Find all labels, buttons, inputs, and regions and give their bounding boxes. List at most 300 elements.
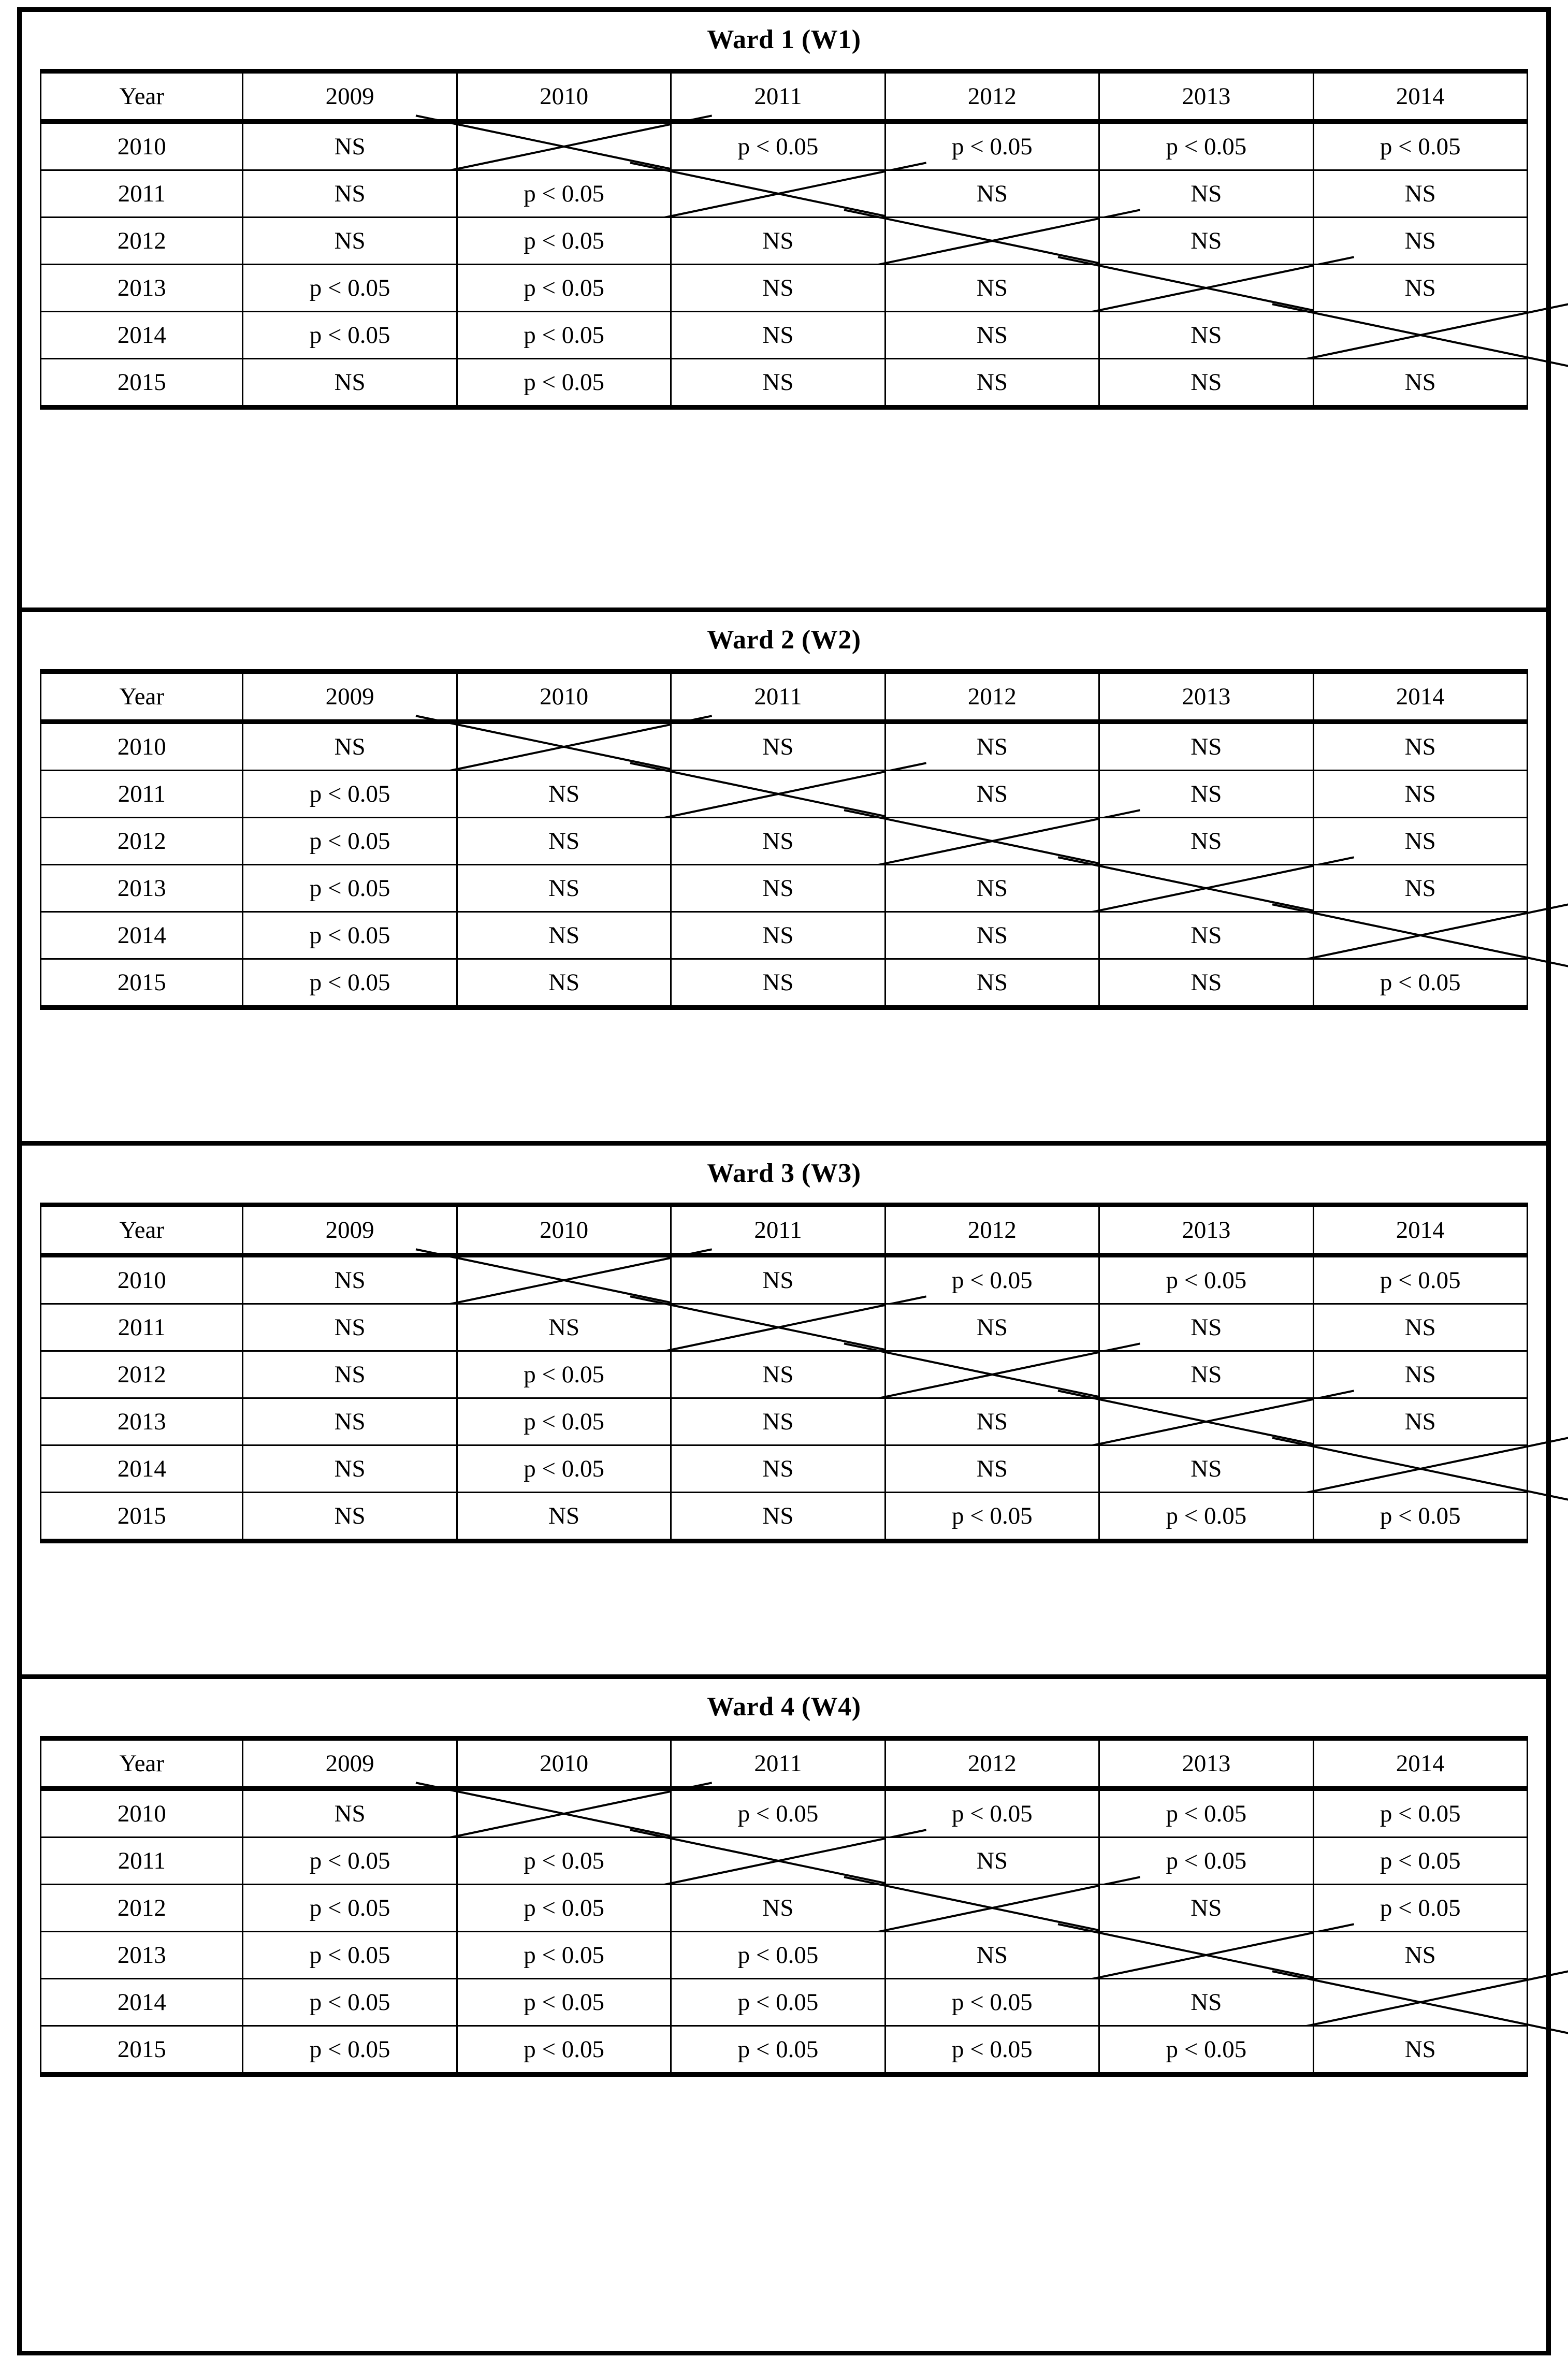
cell-label: NS — [1404, 274, 1436, 301]
column-header-2009: 2009 — [243, 71, 457, 122]
row-header-year: 2013 — [41, 265, 243, 312]
cell-label: NS — [762, 1455, 794, 1482]
significance-cell — [885, 1255, 1099, 1304]
significance-cell — [457, 912, 671, 959]
significance-cell — [243, 1493, 457, 1541]
significance-cell — [1313, 771, 1527, 818]
cell-label: p < 0.05 — [524, 1847, 604, 1874]
significance-cell — [457, 170, 671, 218]
row-header-year: 2012 — [41, 818, 243, 865]
cell-label: p < 0.05 — [737, 1800, 819, 1827]
significance-cell — [243, 122, 457, 170]
significance-cell — [671, 1398, 885, 1445]
cell-label: p < 0.05 — [524, 1988, 604, 2016]
cell-label: NS — [334, 1313, 366, 1341]
table-row — [41, 218, 1528, 265]
cell-label: NS — [548, 874, 580, 902]
table-row — [41, 1398, 1528, 1445]
significance-cell — [243, 1351, 457, 1398]
column-header-2010: 2010 — [457, 1205, 671, 1255]
cell-label: p < 0.05 — [524, 1894, 604, 1921]
cell-label: NS — [1404, 827, 1436, 855]
column-header-2012: 2012 — [885, 672, 1099, 722]
cell-label: NS — [334, 180, 366, 207]
panel-grid-wrap-w2 — [22, 669, 1546, 1021]
row-header-year: 2012 — [41, 1351, 243, 1398]
cell-label: p < 0.05 — [524, 1455, 604, 1482]
cell-label: NS — [548, 1502, 580, 1529]
panel-title-w1: Ward 1 (W1) — [707, 25, 861, 54]
row-header-year: 2011 — [41, 771, 243, 818]
cell-label: NS — [1404, 180, 1436, 207]
significance-cell — [243, 170, 457, 218]
table-row — [41, 1932, 1528, 1979]
table-body-w4 — [41, 1789, 1528, 2075]
significance-cell — [243, 1255, 457, 1304]
diagonal-cross-icon — [885, 1885, 1099, 1932]
cell-label: NS — [1190, 921, 1222, 949]
cell-label: NS — [976, 180, 1008, 207]
significance-cell — [885, 170, 1099, 218]
cell-label: p < 0.05 — [1380, 133, 1461, 160]
ward-panel-w1 — [22, 12, 1546, 608]
significance-cell — [885, 1493, 1099, 1541]
panel-title-w3: Ward 3 (W3) — [707, 1159, 861, 1188]
row-header-year: 2010 — [41, 1255, 243, 1304]
column-header-2013: 2013 — [1099, 672, 1313, 722]
significance-cell — [1313, 1493, 1527, 1541]
significance-matrix-w3 — [40, 1203, 1528, 1543]
cell-label: NS — [1404, 227, 1436, 254]
significance-cell — [671, 122, 885, 170]
significance-cell — [1313, 265, 1527, 312]
cell-label: p < 0.05 — [524, 1361, 604, 1388]
column-header-2010: 2010 — [457, 672, 671, 722]
ward-panel-w2 — [22, 608, 1546, 1141]
significance-cell — [457, 865, 671, 912]
ward-panel-w4 — [22, 1674, 1546, 2351]
cell-label: p < 0.05 — [1166, 1502, 1247, 1529]
cell-label: p < 0.05 — [524, 1408, 604, 1435]
significance-cell — [885, 2026, 1099, 2075]
significance-cell — [1099, 1255, 1313, 1304]
cell-label: NS — [976, 321, 1008, 349]
table-row — [41, 1885, 1528, 1932]
significance-cell — [885, 722, 1099, 771]
diagonal-cross-icon — [457, 1789, 671, 1838]
column-header-2014: 2014 — [1313, 1205, 1527, 1255]
significance-cell — [243, 959, 457, 1008]
significance-cell — [243, 265, 457, 312]
cell-label: NS — [1190, 733, 1222, 760]
significance-cell — [1313, 1398, 1527, 1445]
table-row — [41, 2026, 1528, 2075]
significance-cell — [1099, 2026, 1313, 2075]
cell-label: p < 0.05 — [309, 274, 390, 301]
significance-cell — [457, 1351, 671, 1398]
cell-label: NS — [1190, 368, 1222, 396]
significance-cell — [671, 818, 885, 865]
cell-label: NS — [334, 733, 366, 760]
significance-cell — [885, 265, 1099, 312]
diagonal-cross-icon — [885, 818, 1099, 865]
row-header-year: 2010 — [41, 722, 243, 771]
significance-cell — [243, 1789, 457, 1838]
cell-label: p < 0.05 — [1166, 133, 1247, 160]
significance-cell — [885, 1398, 1099, 1445]
column-header-2014: 2014 — [1313, 672, 1527, 722]
cell-label: NS — [334, 1408, 366, 1435]
table-row — [41, 312, 1528, 359]
diagonal-cross-icon — [1313, 1445, 1527, 1493]
significance-cell — [1313, 865, 1527, 912]
significance-cell — [1099, 1789, 1313, 1838]
significance-cell — [457, 1885, 671, 1932]
significance-cell — [671, 1932, 885, 1979]
cell-label: p < 0.05 — [1380, 1502, 1461, 1529]
significance-cell — [671, 1255, 885, 1304]
cell-label: NS — [548, 921, 580, 949]
cell-label: NS — [762, 921, 794, 949]
significance-cell — [243, 359, 457, 408]
cell-label: NS — [762, 1266, 794, 1294]
significance-cell — [1313, 1838, 1527, 1885]
cell-label: NS — [1190, 1988, 1222, 2016]
table-row — [41, 1304, 1528, 1351]
table-row — [41, 1493, 1528, 1541]
cell-label: p < 0.05 — [1380, 1800, 1461, 1827]
cell-label: NS — [976, 733, 1008, 760]
cell-label: p < 0.05 — [309, 968, 390, 996]
panel-grid-wrap-w1 — [22, 69, 1546, 421]
cell-label: NS — [1404, 2035, 1436, 2063]
table-body-w3 — [41, 1255, 1528, 1541]
cell-label: NS — [334, 1502, 366, 1529]
column-header-2013: 2013 — [1099, 71, 1313, 122]
significance-cell — [1099, 1493, 1313, 1541]
cell-label: p < 0.05 — [524, 368, 604, 396]
significance-cell — [457, 359, 671, 408]
cell-label: NS — [334, 1266, 366, 1294]
cell-label: p < 0.05 — [1166, 1800, 1247, 1827]
diagonal-cross-icon — [885, 218, 1099, 265]
panel-grid-wrap-w4 — [22, 1736, 1546, 2088]
cell-label: NS — [1190, 1455, 1222, 1482]
table-row — [41, 1979, 1528, 2026]
cell-label: NS — [1404, 874, 1436, 902]
significance-cell — [885, 912, 1099, 959]
table-header-row — [41, 71, 1528, 122]
significance-cell — [457, 818, 671, 865]
cell-label: NS — [334, 227, 366, 254]
cell-label: NS — [762, 968, 794, 996]
row-header-year: 2011 — [41, 1838, 243, 1885]
cell-label: p < 0.05 — [524, 321, 604, 349]
cell-label: p < 0.05 — [1380, 1847, 1461, 1874]
significance-cell — [671, 1445, 885, 1493]
table-row — [41, 912, 1528, 959]
cell-label: NS — [976, 968, 1008, 996]
significance-cell — [885, 1838, 1099, 1885]
table-header-row — [41, 1739, 1528, 1789]
significance-cell — [457, 312, 671, 359]
significance-cell — [243, 1398, 457, 1445]
significance-cell — [1099, 722, 1313, 771]
significance-cell — [885, 959, 1099, 1008]
table-row — [41, 818, 1528, 865]
cell-label: p < 0.05 — [1166, 1847, 1247, 1874]
significance-cell — [1313, 359, 1527, 408]
row-header-year: 2014 — [41, 1979, 243, 2026]
column-header-2013: 2013 — [1099, 1205, 1313, 1255]
cell-label: p < 0.05 — [1380, 968, 1461, 996]
column-header-2014: 2014 — [1313, 1739, 1527, 1789]
cell-label: p < 0.05 — [1166, 1266, 1247, 1294]
significance-cell — [243, 2026, 457, 2075]
significance-cell — [671, 865, 885, 912]
significance-cell — [1313, 1255, 1527, 1304]
row-header-year: 2013 — [41, 865, 243, 912]
column-header-2009: 2009 — [243, 672, 457, 722]
table-row — [41, 170, 1528, 218]
significance-cell — [885, 1979, 1099, 2026]
significance-matrix-w1 — [40, 69, 1528, 410]
significance-matrix-w4 — [40, 1736, 1528, 2077]
table-row — [41, 265, 1528, 312]
cell-label: NS — [762, 321, 794, 349]
diagonal-cross-icon — [457, 1255, 671, 1304]
cell-label: p < 0.05 — [1166, 2035, 1247, 2063]
column-header-year: Year — [41, 1739, 243, 1789]
significance-cell — [457, 1493, 671, 1541]
table-row — [41, 122, 1528, 170]
cell-label: p < 0.05 — [952, 1988, 1033, 2016]
cell-label: NS — [334, 133, 366, 160]
significance-matrix-w2 — [40, 669, 1528, 1010]
significance-cell — [1313, 122, 1527, 170]
significance-cell — [671, 312, 885, 359]
table-row — [41, 722, 1528, 771]
cell-label: NS — [762, 368, 794, 396]
cell-label: NS — [1404, 1313, 1436, 1341]
cell-label: p < 0.05 — [309, 921, 390, 949]
cell-label: p < 0.05 — [309, 874, 390, 902]
row-header-year: 2015 — [41, 959, 243, 1008]
row-header-year: 2012 — [41, 218, 243, 265]
cell-label: p < 0.05 — [952, 2035, 1033, 2063]
column-header-2009: 2009 — [243, 1739, 457, 1789]
cell-label: NS — [1404, 1941, 1436, 1969]
cell-label: NS — [1404, 368, 1436, 396]
row-header-year: 2015 — [41, 2026, 243, 2075]
cell-label: NS — [976, 874, 1008, 902]
cell-label: p < 0.05 — [524, 180, 604, 207]
significance-cell — [671, 912, 885, 959]
cell-label: p < 0.05 — [309, 1988, 390, 2016]
diagonal-cross-icon — [1313, 312, 1527, 359]
row-header-year: 2013 — [41, 1932, 243, 1979]
significance-cell — [1313, 2026, 1527, 2075]
figure-outer-frame — [17, 7, 1551, 2355]
significance-cell — [243, 1885, 457, 1932]
cell-label: NS — [976, 1408, 1008, 1435]
significance-cell — [1313, 1304, 1527, 1351]
cell-label: p < 0.05 — [737, 1988, 819, 2016]
significance-cell — [1099, 818, 1313, 865]
significance-cell — [243, 1979, 457, 2026]
column-header-2011: 2011 — [671, 672, 885, 722]
cell-label: NS — [762, 227, 794, 254]
column-header-2013: 2013 — [1099, 1739, 1313, 1789]
significance-cell — [671, 359, 885, 408]
significance-cell — [457, 959, 671, 1008]
significance-cell — [671, 1885, 885, 1932]
row-header-year: 2015 — [41, 1493, 243, 1541]
cell-label: NS — [1190, 827, 1222, 855]
cell-label: NS — [976, 368, 1008, 396]
cell-label: NS — [548, 780, 580, 807]
table-row — [41, 1351, 1528, 1398]
column-header-year: Year — [41, 1205, 243, 1255]
row-header-year: 2010 — [41, 122, 243, 170]
cell-label: NS — [1190, 968, 1222, 996]
significance-cell — [457, 265, 671, 312]
cell-label: NS — [548, 827, 580, 855]
row-header-year: 2012 — [41, 1885, 243, 1932]
significance-cell — [1313, 722, 1527, 771]
cell-label: NS — [976, 274, 1008, 301]
cell-label: p < 0.05 — [524, 2035, 604, 2063]
significance-cell — [1099, 359, 1313, 408]
row-header-year: 2015 — [41, 359, 243, 408]
significance-cell — [1313, 959, 1527, 1008]
significance-cell — [671, 2026, 885, 2075]
cell-label: NS — [762, 1502, 794, 1529]
significance-cell — [243, 722, 457, 771]
row-header-year: 2011 — [41, 170, 243, 218]
significance-cell — [671, 265, 885, 312]
cell-label: p < 0.05 — [309, 1894, 390, 1921]
significance-cell — [671, 218, 885, 265]
table-row — [41, 1445, 1528, 1493]
significance-cell — [243, 818, 457, 865]
row-header-year: 2014 — [41, 912, 243, 959]
cell-label: NS — [1190, 1313, 1222, 1341]
significance-cell — [1313, 170, 1527, 218]
panel-title-w4: Ward 4 (W4) — [707, 1692, 861, 1722]
significance-cell — [671, 1979, 885, 2026]
cell-label: NS — [762, 1408, 794, 1435]
column-header-year: Year — [41, 672, 243, 722]
table-row — [41, 959, 1528, 1008]
cell-label: p < 0.05 — [309, 2035, 390, 2063]
column-header-2012: 2012 — [885, 1205, 1099, 1255]
significance-cell — [671, 1493, 885, 1541]
cell-label: NS — [1190, 780, 1222, 807]
cell-label: NS — [1404, 780, 1436, 807]
row-header-year: 2014 — [41, 1445, 243, 1493]
table-header-row — [41, 1205, 1528, 1255]
significance-cell — [243, 912, 457, 959]
table-row — [41, 1838, 1528, 1885]
table-row — [41, 865, 1528, 912]
cell-label: NS — [976, 1847, 1008, 1874]
table-body-w1 — [41, 122, 1528, 408]
significance-cell — [885, 771, 1099, 818]
significance-cell — [457, 2026, 671, 2075]
cell-label: p < 0.05 — [309, 780, 390, 807]
diagonal-cross-icon — [457, 122, 671, 170]
row-header-year: 2010 — [41, 1789, 243, 1838]
cell-label: NS — [976, 780, 1008, 807]
significance-cell — [457, 1398, 671, 1445]
significance-cell — [1099, 218, 1313, 265]
significance-cell — [1099, 312, 1313, 359]
significance-cell — [885, 359, 1099, 408]
cell-label: NS — [762, 827, 794, 855]
cell-label: NS — [976, 1313, 1008, 1341]
cell-label: p < 0.05 — [737, 2035, 819, 2063]
significance-cell — [243, 865, 457, 912]
cell-label: NS — [976, 1455, 1008, 1482]
significance-cell — [243, 771, 457, 818]
significance-cell — [243, 1304, 457, 1351]
significance-cell — [885, 1445, 1099, 1493]
significance-cell — [243, 218, 457, 265]
significance-cell — [1313, 1932, 1527, 1979]
cell-label: p < 0.05 — [952, 1800, 1033, 1827]
table-row — [41, 771, 1528, 818]
column-header-year: Year — [41, 71, 243, 122]
cell-label: p < 0.05 — [737, 133, 819, 160]
significance-cell — [885, 1304, 1099, 1351]
cell-label: p < 0.05 — [524, 274, 604, 301]
cell-label: p < 0.05 — [524, 1941, 604, 1969]
significance-cell — [885, 1789, 1099, 1838]
significance-cell — [671, 1789, 885, 1838]
table-row — [41, 1789, 1528, 1838]
significance-cell — [457, 771, 671, 818]
cell-label: p < 0.05 — [737, 1941, 819, 1969]
cell-label: p < 0.05 — [524, 227, 604, 254]
cell-label: NS — [762, 274, 794, 301]
significance-cell — [243, 1932, 457, 1979]
column-header-2012: 2012 — [885, 71, 1099, 122]
significance-cell — [1099, 1445, 1313, 1493]
column-header-2010: 2010 — [457, 1739, 671, 1789]
cell-label: NS — [334, 1361, 366, 1388]
cell-label: NS — [548, 1313, 580, 1341]
cell-label: NS — [762, 1894, 794, 1921]
column-header-2011: 2011 — [671, 71, 885, 122]
significance-cell — [1313, 1789, 1527, 1838]
cell-label: NS — [334, 1800, 366, 1827]
row-header-year: 2013 — [41, 1398, 243, 1445]
cell-label: NS — [334, 368, 366, 396]
significance-cell — [457, 1304, 671, 1351]
cell-label: p < 0.05 — [1380, 1266, 1461, 1294]
significance-cell — [671, 1351, 885, 1398]
column-header-2014: 2014 — [1313, 71, 1527, 122]
table-header-row — [41, 672, 1528, 722]
cell-label: NS — [1190, 1361, 1222, 1388]
significance-cell — [243, 1838, 457, 1885]
significance-cell — [243, 312, 457, 359]
cell-label: p < 0.05 — [952, 1266, 1033, 1294]
significance-cell — [885, 312, 1099, 359]
cell-label: NS — [1190, 227, 1222, 254]
diagonal-cross-icon — [1313, 912, 1527, 959]
